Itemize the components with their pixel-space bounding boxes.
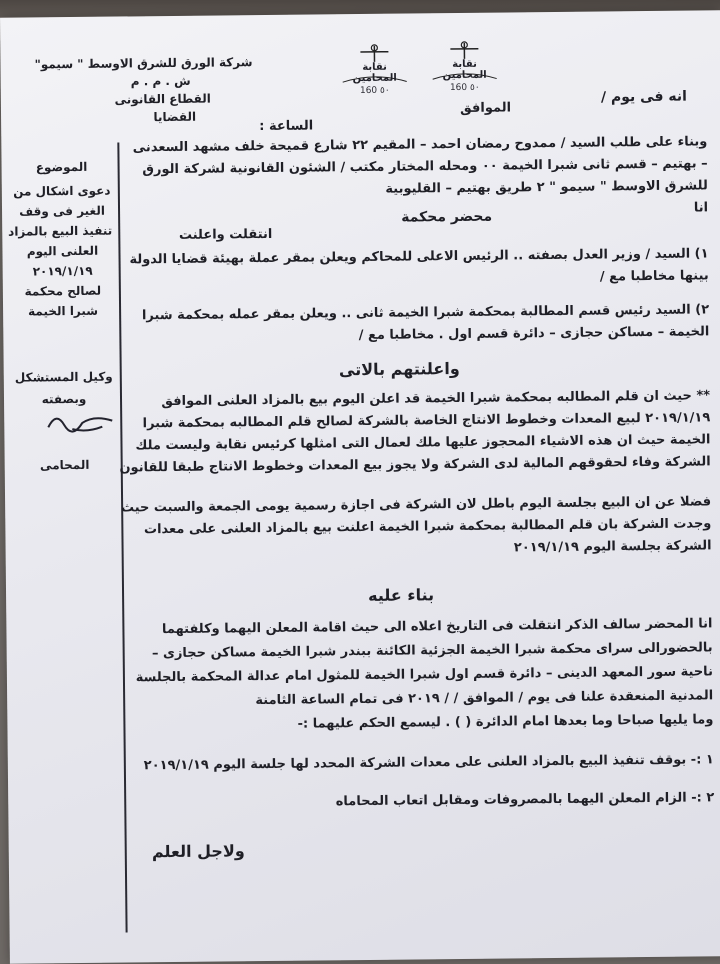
subject-line: شبرا الخيمة <box>13 301 113 322</box>
judgment-line: ٢ :- الزام المعلن اليهما بالمصروفات ومقابل اتعاب المحاماه <box>336 790 715 809</box>
paragraph-line: الشركة وفاء لحقوقهم المالية لدى الشركة ولا يجوز بيع المعدات وخطوط الانتاج طبقا للقانون <box>119 454 710 475</box>
party-line: ٢) السيد رئيس قسم المطالبة بمحكمة شبرا الخيمة ثانى .. ويعلن بمقر عمله بمحكمة شبرا <box>142 302 709 323</box>
stamp-number: 160 ٥٠ <box>429 83 501 94</box>
stamp-number: 160 ٥٠ <box>339 85 411 96</box>
stamp-label: نقابة المحامين <box>339 61 411 84</box>
subject-line: تنفيذ البيع بالمزاد <box>12 221 112 242</box>
paragraph-line: المدنية المنعقدة علنا فى يوم / الموافق / / ٢٠١٩ فى تمام الساعة الثامنة <box>255 688 713 708</box>
hour-field: الساعة : <box>259 118 313 134</box>
based-heading: بناء عليه <box>368 585 434 605</box>
agreed-field: الموافق <box>460 100 511 116</box>
paragraph-line: انا المحضر سالف الذكر انتقلت فى التاريخ اعلاه الى حيث اقامة المعلن اليهما وكلفتهما <box>162 616 713 637</box>
signature <box>42 407 122 438</box>
company-name: شركة الورق للشرق الاوسط " سيمو" <box>34 55 252 71</box>
subject-line: الغير فى وقف <box>12 201 112 222</box>
paragraph-line: ** حيث ان قلم المطالبه بمحكمة شبرا الخيمة قد اعلن اليوم بيع بالمزاد العلنى الموافق <box>161 388 710 409</box>
paragraph-line: فضلا عن ان البيع بجلسة اليوم باطل لان الشركة فى اجازة رسمية يومى الجمعة والسبت حيث <box>121 494 711 515</box>
body-line: وبناء على طلب السيد / ممدوح رمضان احمد – المقيم ٢٢ شارع قميحة خلف مشهد السعدنى <box>133 134 708 155</box>
stamp-label: نقابة المحامين <box>428 59 500 82</box>
day-field: انه فى يوم / <box>601 89 687 106</box>
notice-heading: واعلنتهم بالاتى <box>339 359 460 379</box>
company-type: ش . م . م <box>131 74 191 89</box>
agent-capacity: وبصفته <box>14 389 114 410</box>
subject-title: الموضوع <box>11 157 111 178</box>
subject-line: العلنى اليوم <box>12 241 112 262</box>
paragraph-line: الشركة بجلسة اليوم ٢٠١٩/١/١٩ <box>514 538 712 555</box>
paragraph-line: وما يليها صباحا وما بعدها امام الدائرة ( ) . ليسمع الحكم عليهما :- <box>297 712 713 731</box>
agent-label: وكيل المستشكل <box>14 367 114 388</box>
bar-association-stamp-right <box>428 39 501 102</box>
paragraph-line: ٢٠١٩/١/١٩ لبيع المعدات وخطوط الانتاج الخاصة بالشركة لصالح قلم المطالبه بمحكمة شبرا <box>143 410 711 431</box>
paragraph-line: وجدت الشركة بان قلم المطالبة بمحكمة شبرا الخيمة اعلنت بيع بالمزاد العلنى على معدات <box>144 516 712 537</box>
subject-line: لصالح محكمة <box>13 281 113 302</box>
party-line: ١) السيد / وزير العدل بصفته .. الرئيس الاعلى للمحاكم ويعلن بمقر عملة بهيئة قضايا الدولة <box>129 246 708 267</box>
margin-divider <box>117 143 127 933</box>
paragraph-line: ناحية سور المعهد الدينى – دائرة قسم اول شبرا الخيمة للمثول امام عدالة المحكمة بالجلسة <box>136 664 713 685</box>
body-line: انا <box>694 200 708 215</box>
lawyer-label: المحامى <box>15 455 115 476</box>
party-line: الخيمة – مساكن حجازى – دائرة قسم اول . مخاطبا مع / <box>359 324 710 343</box>
subject-line: دعوى اشكال من <box>12 181 112 202</box>
body-line: – بهتيم – قسم ثانى شبرا الخيمة ٠٠ ومحله المختار مكتب / الشئون القانونية لشركة الورق <box>142 156 707 177</box>
moved-label: انتقلت واعلنت <box>179 227 273 243</box>
cases-department: القضايا <box>153 110 196 124</box>
party-line: بينها مخاطبا مع / <box>600 268 709 284</box>
paragraph-line: الخيمة حيث ان هذه الاشياء المحجوز عليها ملك لعمال التى امثلها كرئيس نقابة وليست ملك <box>135 432 710 453</box>
closing-text: ولاجل العلم <box>152 841 245 861</box>
bailiff-label: محضر محكمة <box>401 209 492 226</box>
legal-sector: القطاع القانونى <box>115 92 211 107</box>
subject-line: ٢٠١٩/١/١٩ <box>13 261 113 282</box>
body-line: للشرق الاوسط " سيمو " ٢ طريق بهتيم – القليوبية <box>385 178 708 196</box>
bar-association-stamp-left <box>338 41 411 104</box>
legal-document <box>0 10 720 963</box>
judgment-line: ١ :- بوقف تنفيذ البيع بالمزاد العلنى على معدات الشركة المحدد لها جلسة اليوم ٢٠١٩/١/١٩ <box>144 752 714 773</box>
paragraph-line: بالحضورالى سراى محكمة شبرا الخيمة الجزئية الكائنة ببندر شبرا الخيمة مساكن حجازى – <box>152 640 713 661</box>
